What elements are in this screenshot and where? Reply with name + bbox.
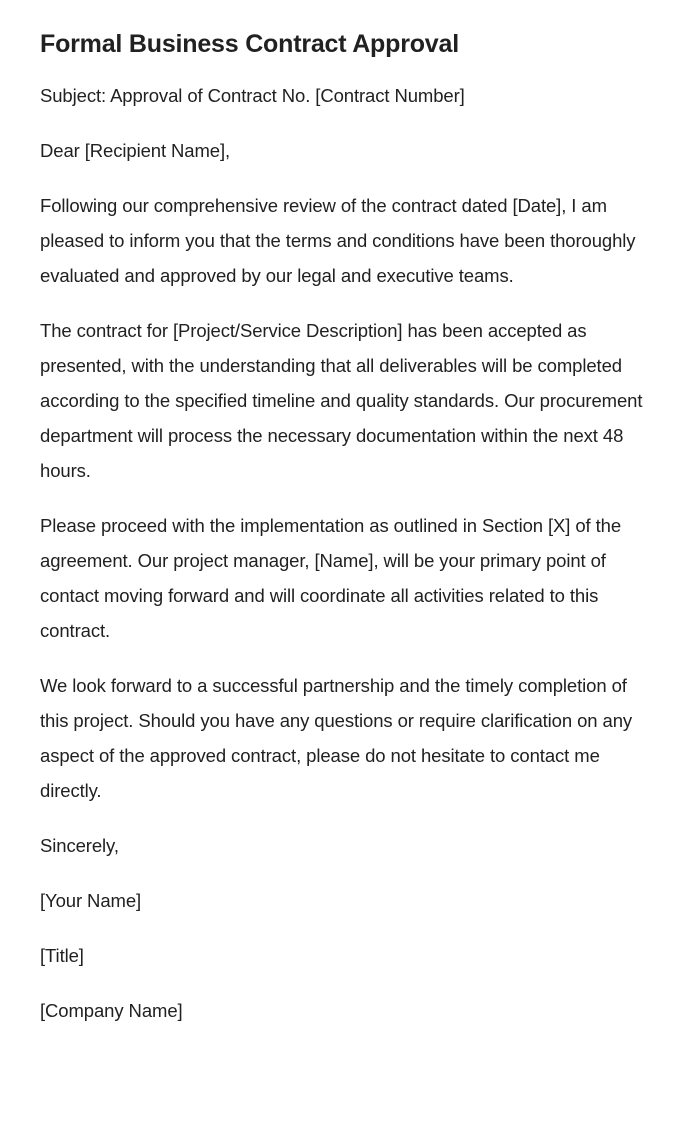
body-paragraph-review: Following our comprehensive review of the contract dated [Date], I am pleased to inform you that the terms and conditions have been thoroughly evaluated and approved by our legal and executive teams. bbox=[40, 195, 636, 286]
closing: Sincerely, bbox=[40, 835, 119, 856]
signature-title: [Title] bbox=[40, 945, 84, 966]
salutation: Dear [Recipient Name], bbox=[40, 140, 231, 161]
subject-line: Subject: Approval of Contract No. [Contract Number] bbox=[40, 85, 465, 106]
page-title: Formal Business Contract Approval bbox=[40, 30, 459, 58]
signature-name: [Your Name] bbox=[40, 890, 142, 911]
body-paragraph-implementation: Please proceed with the implementation as outlined in Section [X] of the agreement. Our project manager, [Name], will be your primary point of contact moving forward and will coordinate all activities related to this contract. bbox=[40, 515, 622, 641]
body-paragraph-acceptance: The contract for [Project/Service Description] has been accepted as presented, with the understanding that all deliverables will be completed according to the specified timeline and quality standards. Our procurement department will process the necessary documentation within the next 48 hours. bbox=[40, 320, 643, 481]
signature-company: [Company Name] bbox=[40, 1000, 183, 1021]
body-paragraph-partnership: We look forward to a successful partnership and the timely completion of this project. Should you have any questions or require clarification on any aspect of the approved contract, please do not hesitate to contact me directly. bbox=[40, 675, 633, 801]
